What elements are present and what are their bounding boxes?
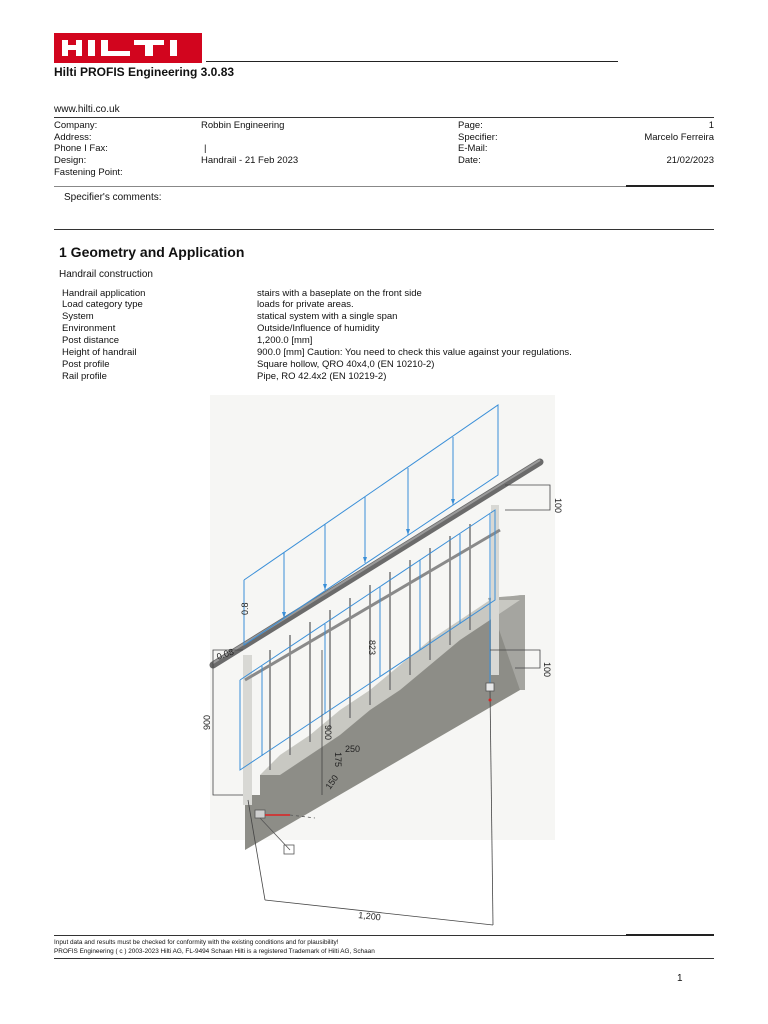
address-label: Address:: [54, 132, 92, 143]
page-number: 1: [677, 973, 683, 984]
phone-value: |: [204, 143, 207, 154]
date-value: 21/02/2023: [666, 155, 714, 166]
footer-note: [54, 938, 375, 956]
page-label: Page:: [458, 120, 483, 131]
param-label: Post profile: [62, 359, 110, 370]
param-label: Post distance: [62, 335, 120, 346]
dim-100-top: 100: [553, 498, 563, 514]
dim-0-08: 0.08: [215, 646, 236, 662]
specifier-comments-label: Specifier's comments:: [64, 192, 162, 203]
param-label: Rail profile: [62, 371, 107, 382]
company-value: Robbin Engineering: [201, 120, 285, 131]
param-label: Load category type: [62, 299, 143, 310]
company-label: Company:: [54, 120, 98, 131]
param-label: Height of handrail: [62, 347, 137, 358]
footer-line-2: PROFIS Engineering ( c ) 2003-2023 Hilti AG, FL-9494 Schaan Hilti is a registered Trademark of Hilti AG, Schaan: [54, 948, 375, 955]
footer-top-rule: [54, 935, 714, 936]
section-title: 1 Geometry and Application: [59, 244, 245, 260]
page-value: 1: [708, 120, 714, 131]
dim-150: 150: [323, 773, 341, 792]
dim-900-left: 900: [202, 714, 212, 730]
fastening-point-label: Fastening Point:: [54, 167, 123, 178]
param-label: System: [62, 311, 94, 322]
footer-accent: [626, 934, 714, 936]
email-label: E-Mail:: [458, 143, 488, 154]
dim-0-8: 0.8: [240, 602, 250, 615]
param-value: 900.0 [mm] Caution: You need to check this value against your regulations.: [257, 347, 572, 358]
dim-900-inner: 900: [323, 725, 333, 741]
date-label: Date:: [458, 155, 481, 166]
specifier-value: Marcelo Ferreira: [644, 132, 714, 143]
section-subheading: Handrail construction: [59, 269, 153, 280]
param-label: Environment: [62, 323, 116, 334]
param-value: stairs with a baseplate on the front side: [257, 288, 422, 299]
dim-250: 250: [345, 744, 361, 754]
design-label: Design:: [54, 155, 87, 166]
design-value: Handrail - 21 Feb 2023: [201, 155, 299, 166]
param-label: Handrail application: [62, 288, 146, 299]
specifier-label: Specifier:: [458, 132, 498, 143]
param-value: Square hollow, QRO 40x4,0 (EN 10210-2): [257, 359, 435, 370]
dim-175: 175: [333, 752, 343, 768]
footer-line-1: Input data and results must be checked for conformity with the existing conditions and for plausibility!: [54, 939, 339, 946]
param-value: loads for private areas.: [257, 299, 354, 310]
website-link[interactable]: www.hilti.co.uk: [54, 104, 120, 115]
param-value: Outside/Influence of humidity: [257, 323, 380, 334]
param-value: statical system with a single span: [257, 311, 398, 322]
param-value: Pipe, RO 42.4x2 (EN 10219-2): [257, 371, 387, 382]
dim-1200: 1,200: [357, 910, 382, 923]
app-title: Hilti PROFIS Engineering 3.0.83: [54, 65, 235, 79]
dim-100-right: 100: [542, 662, 552, 678]
param-value: 1,200.0 [mm]: [257, 335, 313, 346]
phone-label: Phone I Fax:: [54, 143, 108, 154]
footer-bottom-rule: [54, 958, 714, 959]
dim-823: 823: [367, 640, 377, 656]
